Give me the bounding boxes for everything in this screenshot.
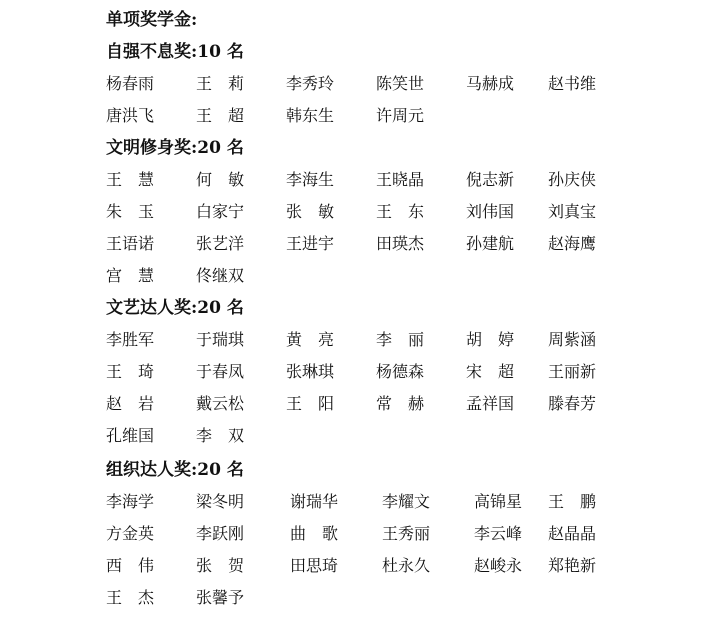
section-heading-0: 自强不息奖:10 名 — [106, 42, 244, 62]
recipient-name: 王进宇 — [286, 234, 335, 253]
recipient-name: 王丽新 — [548, 362, 597, 381]
recipient-name: 戴云松 — [196, 394, 245, 413]
recipient-name: 张艺洋 — [196, 234, 245, 253]
recipient-name: 张 敏 — [286, 202, 335, 221]
name-row — [106, 425, 626, 447]
section-heading-1: 文明修身奖:20 名 — [106, 138, 244, 158]
recipient-name: 马赫成 — [466, 74, 515, 93]
recipient-name: 佟继双 — [196, 266, 245, 285]
recipient-name: 赵 岩 — [106, 394, 155, 413]
recipient-name: 宫 慧 — [106, 266, 155, 285]
recipient-name: 赵晶晶 — [548, 524, 597, 543]
recipient-name: 李海学 — [106, 492, 155, 511]
name-row — [106, 265, 626, 287]
recipient-name: 李云峰 — [474, 524, 523, 543]
recipient-name: 郑艳新 — [548, 556, 597, 575]
recipient-name: 谢瑞华 — [290, 492, 339, 511]
recipient-name: 田思琦 — [290, 556, 339, 575]
name-row — [106, 393, 626, 415]
document-title: 单项奖学金: — [106, 10, 198, 30]
recipient-name: 李胜军 — [106, 330, 155, 349]
recipient-name: 梁冬明 — [196, 492, 245, 511]
recipient-name: 张馨予 — [196, 588, 245, 607]
recipient-name: 王 超 — [196, 106, 245, 125]
recipient-name: 王晓晶 — [376, 170, 425, 189]
recipient-name: 杨德森 — [376, 362, 425, 381]
name-row — [106, 587, 626, 609]
recipient-name: 李跃刚 — [196, 524, 245, 543]
recipient-name: 田瑛杰 — [376, 234, 425, 253]
recipient-name: 杨春雨 — [106, 74, 155, 93]
recipient-name: 唐洪飞 — [106, 106, 155, 125]
recipient-name: 李 丽 — [376, 330, 425, 349]
recipient-name: 常 赫 — [376, 394, 425, 413]
section-heading-2: 文艺达人奖:20 名 — [106, 298, 244, 318]
recipient-name: 王语诺 — [106, 234, 155, 253]
recipient-name: 孟祥国 — [466, 394, 515, 413]
recipient-name: 赵峻永 — [474, 556, 523, 575]
recipient-name: 许周元 — [376, 106, 425, 125]
recipient-name: 孙建航 — [466, 234, 515, 253]
name-row — [106, 201, 626, 223]
recipient-name: 赵海鹰 — [548, 234, 597, 253]
recipient-name: 王 慧 — [106, 170, 155, 189]
name-row — [106, 233, 626, 255]
section-heading-3: 组织达人奖:20 名 — [106, 460, 244, 480]
recipient-name: 李海生 — [286, 170, 335, 189]
recipient-name: 王秀丽 — [382, 524, 431, 543]
recipient-name: 李秀玲 — [286, 74, 335, 93]
recipient-name: 倪志新 — [466, 170, 515, 189]
recipient-name: 王 琦 — [106, 362, 155, 381]
recipient-name: 陈笑世 — [376, 74, 425, 93]
recipient-name: 黄 亮 — [286, 330, 335, 349]
recipient-name: 何 敏 — [196, 170, 245, 189]
recipient-name: 孙庆侠 — [548, 170, 597, 189]
recipient-name: 白家宁 — [196, 202, 245, 221]
name-row — [106, 169, 626, 191]
name-row — [106, 105, 626, 127]
recipient-name: 孔维国 — [106, 426, 155, 445]
recipient-name: 朱 玉 — [106, 202, 155, 221]
recipient-name: 胡 婷 — [466, 330, 515, 349]
recipient-name: 赵书维 — [548, 74, 597, 93]
recipient-name: 张琳琪 — [286, 362, 335, 381]
name-row — [106, 73, 626, 95]
recipient-name: 高锦星 — [474, 492, 523, 511]
recipient-name: 滕春芳 — [548, 394, 597, 413]
recipient-name: 方金英 — [106, 524, 155, 543]
recipient-name: 于瑞琪 — [196, 330, 245, 349]
name-row — [106, 491, 626, 513]
recipient-name: 于春凤 — [196, 362, 245, 381]
recipient-name: 王 莉 — [196, 74, 245, 93]
name-row — [106, 329, 626, 351]
recipient-name: 西 伟 — [106, 556, 155, 575]
recipient-name: 刘真宝 — [548, 202, 597, 221]
name-row — [106, 361, 626, 383]
recipient-name: 王 阳 — [286, 394, 335, 413]
recipient-name: 王 鹏 — [548, 492, 597, 511]
recipient-name: 周紫涵 — [548, 330, 597, 349]
name-row — [106, 555, 626, 577]
recipient-name: 李 双 — [196, 426, 245, 445]
recipient-name: 曲 歌 — [290, 524, 339, 543]
recipient-name: 韩东生 — [286, 106, 335, 125]
recipient-name: 宋 超 — [466, 362, 515, 381]
recipient-name: 张 贺 — [196, 556, 245, 575]
recipient-name: 王 杰 — [106, 588, 155, 607]
recipient-name: 李耀文 — [382, 492, 431, 511]
recipient-name: 王 东 — [376, 202, 425, 221]
name-row — [106, 523, 626, 545]
recipient-name: 刘伟国 — [466, 202, 515, 221]
recipient-name: 杜永久 — [382, 556, 431, 575]
